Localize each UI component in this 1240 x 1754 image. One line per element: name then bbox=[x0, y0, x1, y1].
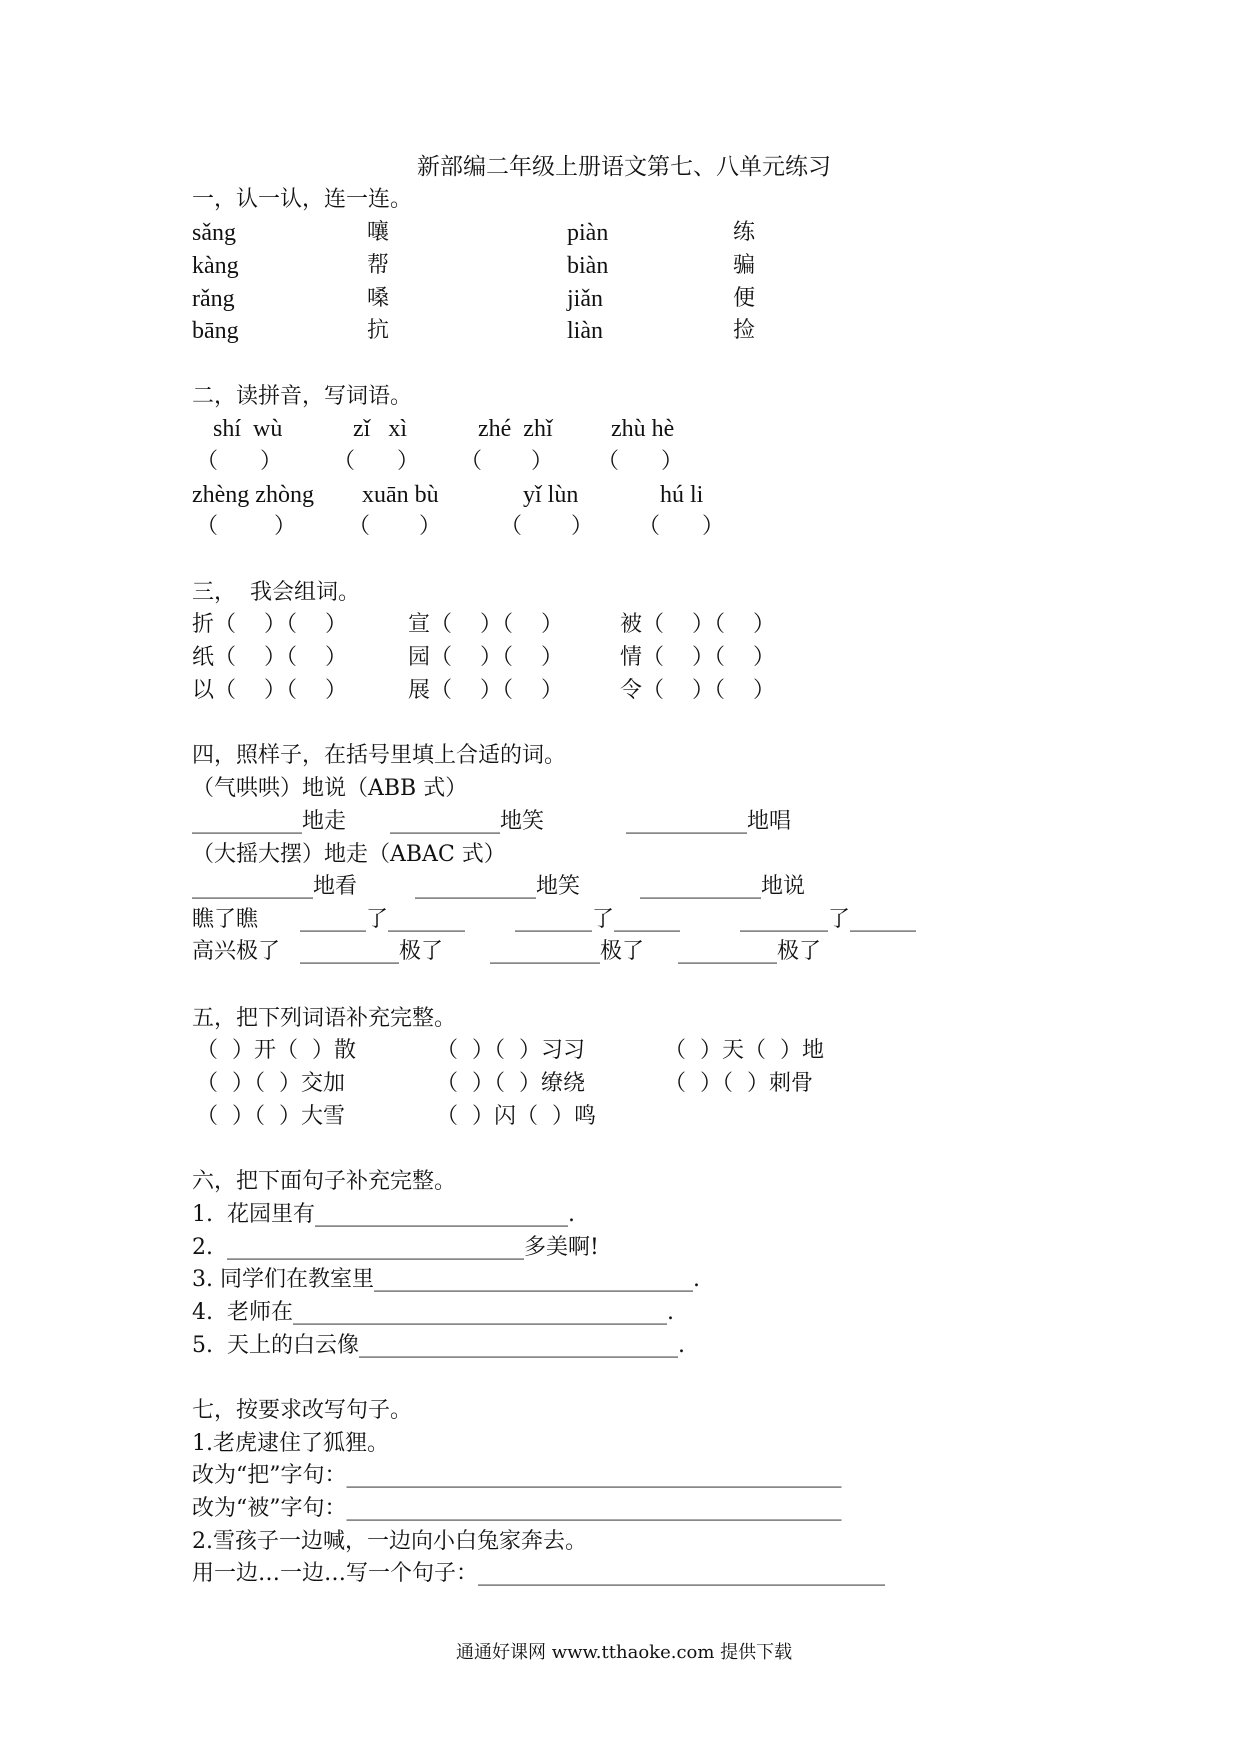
pinyin-item: zhé zhǐ bbox=[478, 416, 553, 442]
exercise-item: __________极了 bbox=[490, 939, 645, 964]
exercise-item: 纸（ ）（ ） bbox=[192, 645, 347, 670]
exercise-item: 帮 bbox=[367, 253, 390, 278]
exercise-item: 嗓 bbox=[367, 286, 390, 311]
section-heading: 三， 我会组词。 bbox=[192, 580, 360, 605]
exercise-item: （ ）天（ ）地 bbox=[664, 1038, 824, 1063]
pinyin-item: hú li bbox=[660, 482, 704, 508]
exercise-item: __________地笑 bbox=[390, 809, 545, 834]
exercise-item: _________极了 bbox=[678, 939, 822, 964]
exercise-item: 1. 花园里有_______________________. bbox=[192, 1202, 575, 1227]
section-heading: 四，照样子，在括号里填上合适的词。 bbox=[192, 743, 567, 768]
exercise-item: ______了_______ bbox=[300, 907, 466, 932]
pinyin-item: biàn bbox=[567, 253, 609, 279]
section-heading: 二，读拼音，写词语。 bbox=[192, 384, 413, 409]
exercise-item: （ ）（ ）交加 bbox=[196, 1071, 345, 1096]
exercise-item: （ ） bbox=[638, 514, 724, 539]
exercise-item: 高兴极了 bbox=[192, 939, 281, 964]
pinyin-item: piàn bbox=[567, 220, 609, 246]
exercise-item: （ ） bbox=[196, 514, 296, 539]
exercise-item: 捡 bbox=[733, 318, 756, 343]
pinyin-item: kàng bbox=[192, 253, 239, 279]
exercise-item: 园（ ）（ ） bbox=[408, 645, 563, 670]
exercise-item: 便 bbox=[733, 286, 756, 311]
exercise-item: 骗 bbox=[733, 253, 756, 278]
exercise-item: 嚷 bbox=[367, 220, 390, 245]
section-heading: 七，按要求改写句子。 bbox=[192, 1398, 413, 1423]
pinyin-item: rǎng bbox=[192, 286, 235, 312]
exercise-item: 抗 bbox=[367, 318, 390, 343]
footer-note: 通通好课网 www.tthaoke.com 提供下载 bbox=[456, 1642, 793, 1663]
pinyin-item: xuān bù bbox=[362, 482, 439, 508]
section-heading: 五，把下列词语补充完整。 bbox=[192, 1006, 457, 1031]
exercise-item: ________了______ bbox=[740, 907, 917, 932]
exercise-item: ___________地笑 bbox=[415, 874, 581, 899]
exercise-item: （ ）开（ ）散 bbox=[196, 1038, 356, 1063]
exercise-item: （ ）（ ）大雪 bbox=[196, 1104, 345, 1129]
pinyin-item: liàn bbox=[567, 318, 603, 344]
exercise-item: 3. 同学们在教室里_____________________________. bbox=[192, 1267, 700, 1292]
exercise-item: （ ） bbox=[333, 449, 419, 474]
pinyin-item: zhù hè bbox=[611, 416, 675, 442]
exercise-item: （ ） bbox=[196, 449, 282, 474]
exercise-item: 改为“把”字句：_____________________________________________ bbox=[192, 1463, 842, 1488]
exercise-item: （气哄哄）地说（ABB 式） bbox=[192, 776, 468, 801]
exercise-item: 用一边…一边…写一个句子：_____________________________________ bbox=[192, 1561, 886, 1586]
exercise-item: 情（ ）（ ） bbox=[620, 645, 775, 670]
exercise-item: （ ）（ ）刺骨 bbox=[664, 1071, 813, 1096]
exercise-item: （ ）（ ）缭绕 bbox=[436, 1071, 585, 1096]
exercise-item: 4. 老师在__________________________________. bbox=[192, 1300, 674, 1325]
exercise-item: 练 bbox=[733, 220, 756, 245]
pinyin-item: shí wù bbox=[213, 416, 283, 442]
pinyin-item: zǐ xì bbox=[353, 416, 407, 442]
exercise-item: 折（ ）（ ） bbox=[192, 612, 347, 637]
exercise-item: 展（ ）（ ） bbox=[408, 678, 563, 703]
exercise-item: （ ）闪（ ）鸣 bbox=[436, 1104, 596, 1129]
exercise-item: 宣（ ）（ ） bbox=[408, 612, 563, 637]
pinyin-item: zhèng zhòng bbox=[192, 482, 314, 508]
section-heading: 六，把下面句子补充完整。 bbox=[192, 1169, 457, 1194]
exercise-item: _________极了 bbox=[300, 939, 444, 964]
pinyin-item: yǐ lùn bbox=[523, 482, 579, 508]
exercise-item: 以（ ）（ ） bbox=[192, 678, 347, 703]
exercise-item: __________地走 bbox=[192, 809, 347, 834]
exercise-item: 2.雪孩子一边喊，一边向小白兔家奔去。 bbox=[192, 1529, 587, 1554]
pinyin-item: bāng bbox=[192, 318, 239, 344]
exercise-item: 瞧了瞧 bbox=[192, 907, 259, 932]
exercise-item: 改为“被”字句：_____________________________________________ bbox=[192, 1496, 842, 1521]
exercise-item: （ ） bbox=[460, 449, 553, 474]
exercise-item: 被（ ）（ ） bbox=[620, 612, 775, 637]
exercise-item: ___________地说 bbox=[640, 874, 806, 899]
exercise-item: ___________地看 bbox=[192, 874, 358, 899]
exercise-item: （ ）（ ）习习 bbox=[436, 1038, 585, 1063]
exercise-item: （ ） bbox=[500, 514, 593, 539]
exercise-item: 1.老虎逮住了狐狸。 bbox=[192, 1431, 389, 1456]
section-heading: 一，认一认，连一连。 bbox=[192, 187, 413, 212]
exercise-item: （ ） bbox=[348, 514, 441, 539]
exercise-item: 令（ ）（ ） bbox=[620, 678, 775, 703]
exercise-item: _______了______ bbox=[515, 907, 681, 932]
exercise-item: 5. 天上的白云像_____________________________. bbox=[192, 1333, 685, 1358]
exercise-item: （ ） bbox=[597, 449, 683, 474]
pinyin-item: jiǎn bbox=[567, 286, 603, 312]
exercise-item: 2. ___________________________多美啊! bbox=[192, 1235, 599, 1260]
exercise-item: ___________地唱 bbox=[626, 809, 792, 834]
pinyin-item: sǎng bbox=[192, 220, 236, 246]
page-title: 新部编二年级上册语文第七、八单元练习 bbox=[417, 154, 831, 180]
exercise-item: （大摇大摆）地走（ABAC 式） bbox=[192, 842, 506, 867]
